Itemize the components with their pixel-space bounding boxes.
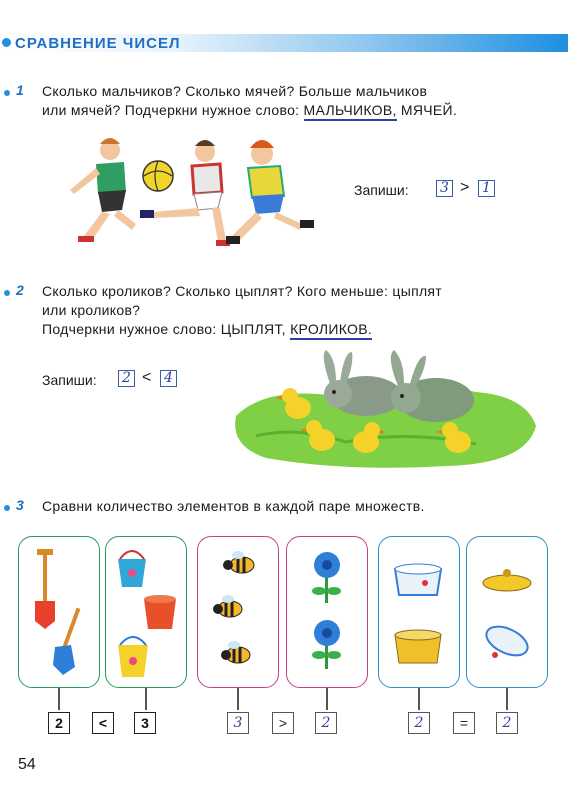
connector-line [237, 688, 239, 710]
rabbit-1-figure [324, 350, 402, 416]
task-1-text [42, 82, 552, 120]
task-1-answer-right[interactable]: 1 [478, 180, 495, 197]
task-1-line-2-prefix: или мячей? Подчеркни нужное слово: [42, 102, 300, 118]
connector-line [326, 688, 328, 710]
pair-2-right-answer[interactable]: 2 [315, 712, 337, 734]
rabbits-chicks-illustration [226, 346, 542, 472]
pair-3-sign[interactable]: = [453, 712, 475, 734]
task-2-line-2: или кроликов? [42, 302, 141, 318]
task-1-line-2 [42, 101, 552, 120]
task-2-answer-left[interactable]: 2 [118, 370, 135, 387]
buckets-illustration [106, 537, 186, 687]
bee-1-icon [223, 551, 254, 573]
pair-1-right-answer[interactable]: 3 [134, 712, 156, 734]
task-1-answer-left[interactable]: 3 [436, 180, 453, 197]
task-2-line-1: Сколько кроликов? Сколько цыплят? Кого меньше: цыплят [42, 283, 443, 299]
boys-football-illustration [40, 132, 330, 252]
bee-3-icon [221, 641, 250, 663]
white-pot-icon [395, 564, 441, 595]
task-1-number: 1 [16, 82, 24, 98]
yellow-lid-icon [483, 569, 531, 591]
bees-illustration [198, 537, 278, 687]
pair-1-sign[interactable]: < [92, 712, 114, 734]
task-2-answer-sign: < [142, 369, 152, 386]
task-2-text [42, 282, 552, 339]
yellow-bucket-icon [118, 637, 148, 677]
shovels-illustration [19, 537, 99, 687]
connector-line [418, 688, 420, 710]
task-1-bullet-icon [4, 90, 10, 96]
task-1-option-boys[interactable]: МАЛЬЧИКОВ, [304, 102, 397, 121]
boy-2-figure [140, 140, 230, 246]
pair-3-left-answer[interactable]: 2 [408, 712, 430, 734]
yellow-pot-icon [395, 630, 441, 663]
task-1-write-label: Запиши: [354, 182, 409, 198]
pair-2-sign[interactable]: > [272, 712, 294, 734]
set-frame-bees [197, 536, 279, 688]
connector-line [58, 688, 60, 710]
task-1-answer-sign: > [460, 179, 470, 196]
blue-shovel-icon [53, 608, 80, 675]
flower-2-icon [312, 620, 341, 669]
page-number: 54 [18, 756, 36, 773]
set-frame-flowers [286, 536, 368, 688]
set-frame-buckets [105, 536, 187, 688]
task-3-bullet-icon [4, 505, 10, 511]
set-frame-pots [378, 536, 460, 688]
task-2-number: 2 [16, 282, 24, 298]
set-frame-shovels [18, 536, 100, 688]
blue-bucket-icon [118, 551, 146, 587]
task-2-option-chicks[interactable]: ЦЫПЛЯТ, [220, 321, 286, 337]
header-bullet-icon [2, 38, 11, 47]
boy-3-figure [226, 140, 314, 244]
boy-1-figure [70, 138, 136, 242]
task-2-option-rabbits[interactable]: КРОЛИКОВ. [290, 321, 372, 340]
flower-1-icon [312, 552, 341, 603]
task-2-write-label: Запиши: [42, 372, 97, 388]
task-3-text: Сравни количество элементов в каждой паре множеств. [42, 498, 425, 514]
white-lid-icon [482, 621, 532, 661]
task-2-line-3 [42, 320, 552, 339]
lids-illustration [467, 537, 547, 687]
pair-1-left-answer[interactable]: 2 [48, 712, 70, 734]
task-1-option-balls[interactable]: МЯЧЕЙ. [400, 102, 458, 118]
pots-illustration [379, 537, 459, 687]
bee-2-icon [213, 595, 242, 617]
section-title: СРАВНЕНИЕ ЧИСЕЛ [15, 35, 181, 52]
football-ball [143, 161, 173, 191]
task-2-line-3-prefix: Подчеркни нужное слово: [42, 321, 217, 337]
rabbit-2-figure [391, 350, 474, 422]
task-3-number: 3 [16, 497, 24, 513]
task-2-answer-right[interactable]: 4 [160, 370, 177, 387]
connector-line [145, 688, 147, 710]
red-bucket-icon [144, 595, 176, 629]
pair-2-left-answer[interactable]: 3 [227, 712, 249, 734]
pair-3-right-answer[interactable]: 2 [496, 712, 518, 734]
red-shovel-icon [35, 549, 55, 629]
connector-line [506, 688, 508, 710]
set-frame-lids [466, 536, 548, 688]
task-1-line-1: Сколько мальчиков? Сколько мячей? Больше мальчиков [42, 83, 428, 99]
flowers-illustration [287, 537, 367, 687]
task-2-bullet-icon [4, 290, 10, 296]
